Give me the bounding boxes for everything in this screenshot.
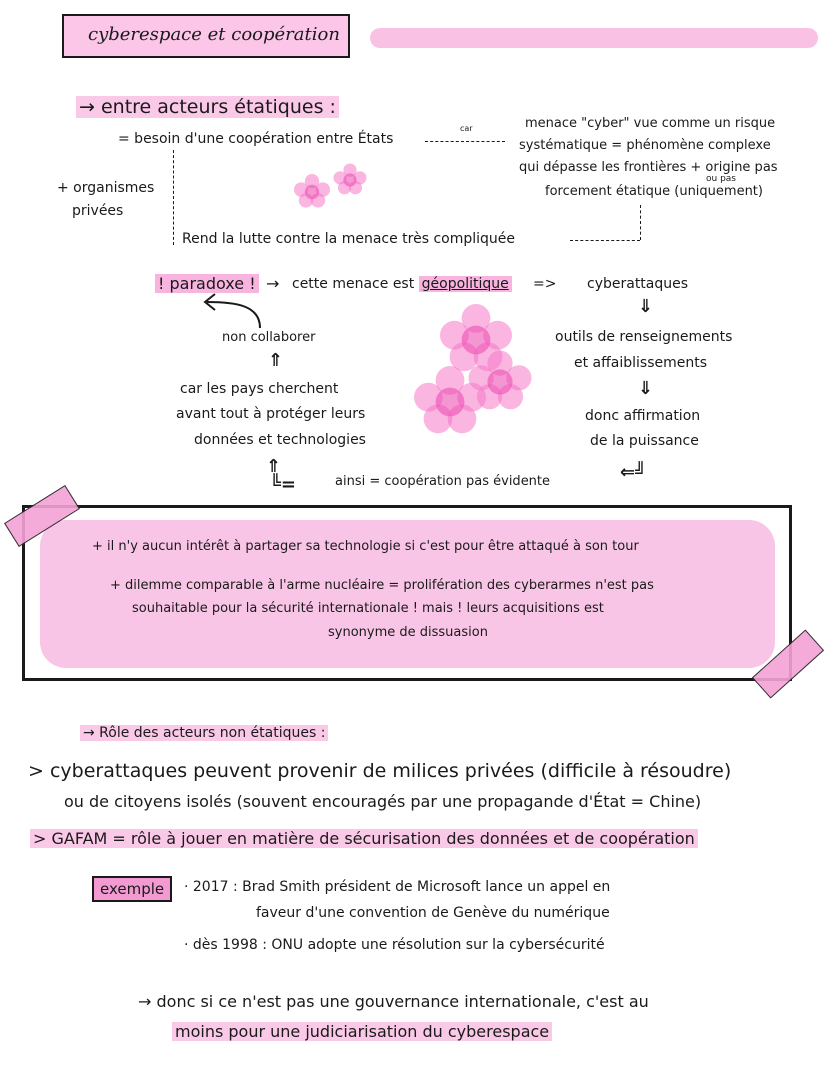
bullet-cyberattaques-b: ou de citoyens isolés (souvent encouragés par une propagande d'État = Chine) bbox=[64, 792, 702, 811]
flower-decoration-icon bbox=[334, 164, 367, 197]
menace-line-1: menace "cyber" vue comme un risque bbox=[525, 116, 776, 131]
right-chain-3: et affaiblissements bbox=[574, 355, 708, 371]
dashed-arrow-car bbox=[425, 141, 505, 142]
dashed-connector-bottom bbox=[570, 240, 640, 241]
curved-arrow-icon bbox=[195, 290, 275, 330]
menace-line-2: systématique = phénomène complexe bbox=[519, 138, 771, 153]
up-left-arrow-icon: ⇑ bbox=[266, 456, 282, 477]
page-title: cyberespace et coopération bbox=[88, 24, 340, 45]
conclusion-line-a: → donc si ce n'est pas une gouvernance internationale, c'est au bbox=[138, 992, 649, 1011]
return-arrow-icon: ⇐╝ bbox=[620, 462, 646, 483]
lutte-text: Rend la lutte contre la menace très compliquée bbox=[182, 231, 516, 247]
bullet-gafam: > GAFAM = rôle à jouer en matière de sécurisation des données et de coopération bbox=[30, 829, 698, 848]
flower-decoration-icon bbox=[294, 174, 330, 210]
dashed-connector-left bbox=[173, 150, 174, 245]
example-2: · dès 1998 : ONU adopte une résolution sur la cybersécurité bbox=[184, 937, 605, 953]
flower-decoration-icon bbox=[414, 366, 486, 438]
box-line-4: synonyme de dissuasion bbox=[328, 625, 488, 640]
down-arrow-icon: ⇓ bbox=[638, 378, 654, 399]
box-line-3: souhaitable pour la sécurité internationale ! mais ! leurs acquisitions est bbox=[132, 601, 604, 616]
right-chain-2: outils de renseignements bbox=[555, 329, 733, 345]
left-chain-4: données et technologies bbox=[194, 432, 366, 448]
box-line-1: + il n'y aucun intérêt à partager sa technologie si c'est pour être attaqué à son tour bbox=[92, 539, 639, 554]
car-label: car bbox=[460, 124, 473, 133]
private-orgs-line-2: privées bbox=[72, 203, 124, 219]
up-arrow-icon: ⇑ bbox=[268, 350, 284, 371]
down-arrow-icon: ⇓ bbox=[638, 296, 654, 317]
paradoxe-label: ! paradoxe ! bbox=[155, 274, 259, 293]
need-cooperation-text: = besoin d'une coopération entre États bbox=[118, 131, 394, 147]
left-chain-2: car les pays cherchent bbox=[180, 381, 339, 397]
implies-symbol: => bbox=[533, 276, 557, 292]
paradoxe-statement: cette menace est géopolitique bbox=[292, 276, 512, 292]
left-arrow-icon: ╚= bbox=[270, 474, 296, 495]
box-line-2: + dilemme comparable à l'arme nucléaire = prolifération des cyberarmes n'est pas bbox=[110, 578, 654, 593]
paradoxe-arrow: → bbox=[266, 274, 280, 293]
example-1-line-a: · 2017 : Brad Smith président de Microsoft lance un appel en bbox=[184, 879, 611, 895]
right-chain-4: donc affirmation bbox=[585, 408, 701, 424]
left-chain-1: non collaborer bbox=[222, 330, 316, 345]
bullet-cyberattaques-a: > cyberattaques peuvent provenir de milices privées (difficile à résoudre) bbox=[28, 760, 732, 782]
right-chain-5: de la puissance bbox=[590, 433, 699, 449]
right-chain-1: cyberattaques bbox=[587, 276, 689, 292]
menace-line-3: qui dépasse les frontières + origine pas bbox=[519, 160, 778, 175]
private-orgs-line-1: + organismes bbox=[57, 180, 155, 196]
paradoxe-conclusion: ainsi = coopération pas évidente bbox=[335, 474, 551, 489]
dashed-connector-right bbox=[640, 205, 641, 240]
example-1-line-b: faveur d'une convention de Genève du numérique bbox=[256, 905, 610, 921]
oupas-note: ou pas bbox=[706, 174, 736, 184]
section-heading-state-actors: → entre acteurs étatiques : bbox=[76, 96, 339, 118]
example-tag: exemple bbox=[92, 876, 172, 902]
conclusion-line-b: moins pour une judiciarisation du cyberespace bbox=[172, 1022, 552, 1041]
left-chain-3: avant tout à protéger leurs bbox=[176, 406, 366, 422]
section-heading-non-state-actors: → Rôle des acteurs non étatiques : bbox=[80, 725, 328, 741]
menace-line-4: forcement étatique (uniquement) bbox=[545, 184, 763, 199]
title-underline-bar bbox=[370, 28, 818, 48]
